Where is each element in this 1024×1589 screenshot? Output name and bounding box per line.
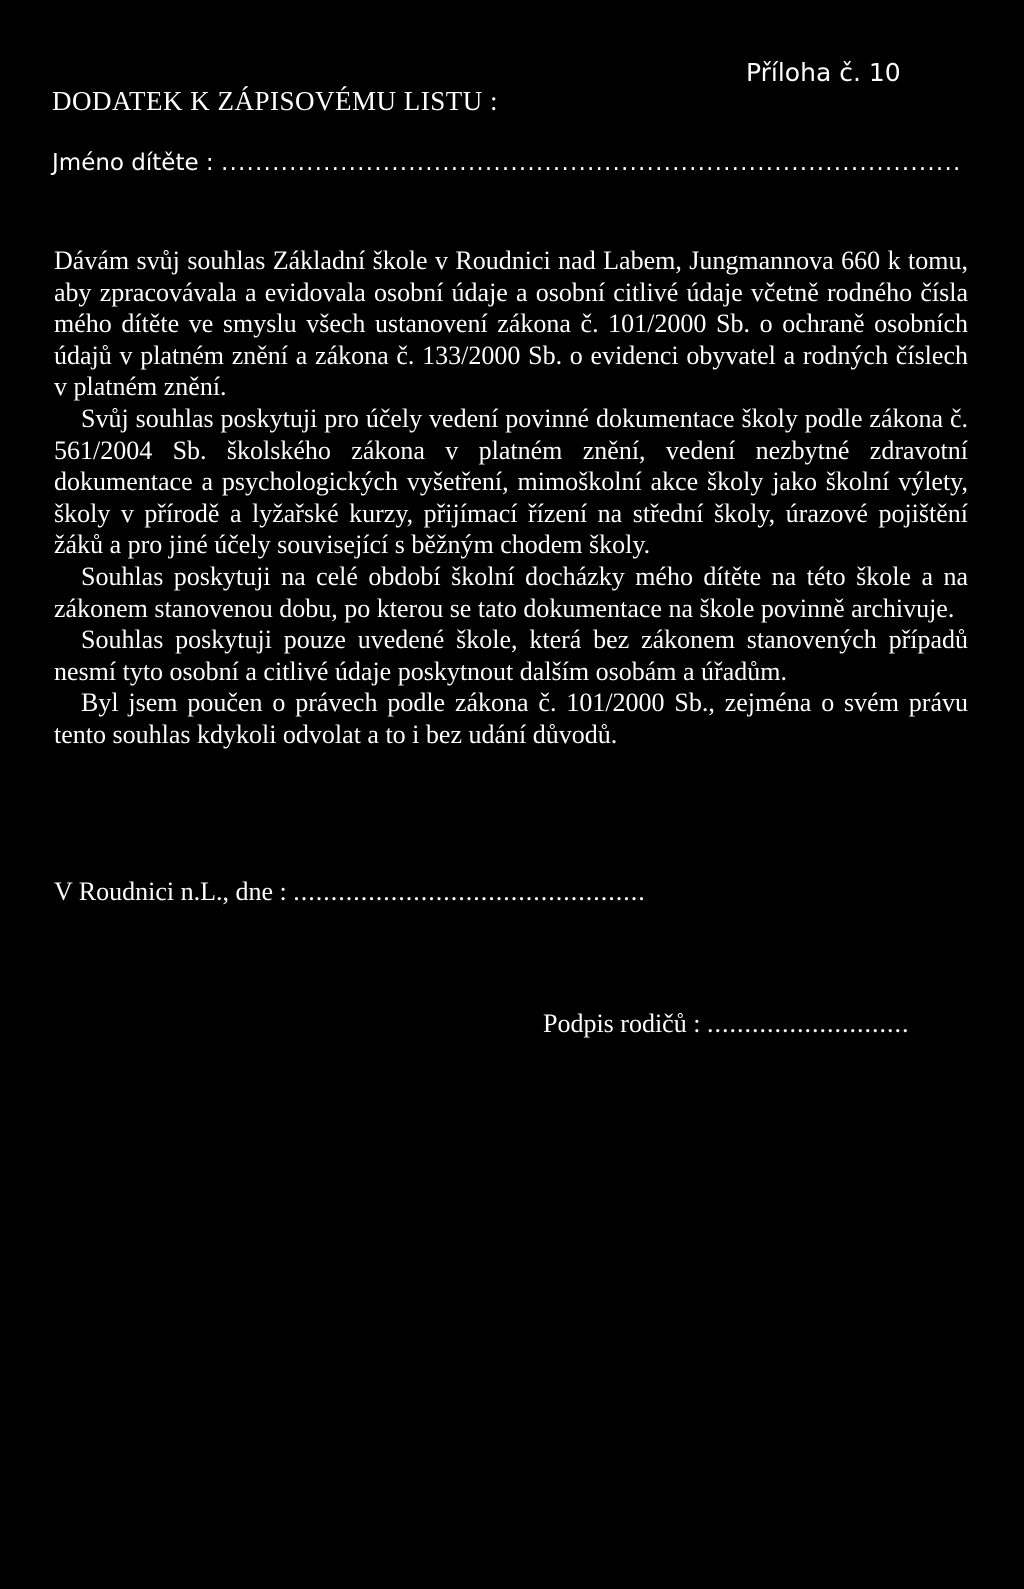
place-date-line (54, 877, 646, 907)
signature-dotted-field: ........................... (706, 1009, 910, 1038)
signature-label: Podpis rodičů : (543, 1009, 707, 1038)
place-date-label: V Roudnici n.L., dne : (54, 877, 294, 906)
consent-text (54, 245, 968, 751)
consent-paragraph-5: Byl jsem poučen o právech podle zákona č. 101/2000 Sb., zejména o svém právu tento souhlas kdykoli odvolat a to i bez udání důvodů. (54, 688, 968, 749)
date-dotted-field: ............................................... (293, 877, 646, 906)
child-name-line (52, 150, 961, 176)
consent-paragraph-3: Souhlas poskytuji na celé období školní docházky mého dítěte na této škole a na zákonem stanovenou dobu, po kterou se tato dokumentace na škole povinně archivuje. (54, 561, 968, 623)
consent-paragraph-4: Souhlas poskytuji pouze uvedené škole, která bez zákonem stanovených případů nesmí tyto osobní a citlivé údaje poskytnout dalším osobám a úřadům. (54, 625, 968, 686)
child-name-label: Jméno dítěte : (52, 150, 221, 176)
document-title: DODATEK K ZÁPISOVÉMU LISTU : (52, 86, 498, 116)
annex-label: Příloha č. 10 (746, 58, 901, 87)
consent-paragraph-2: Svůj souhlas poskytuji pro účely vedení povinné dokumentace školy podle zákona č. 561/2004 Sb. školského zákona v platném znění, vedení nezbytné zdravotní dokumentace a psychologických vyšetření, mimoškolní akce školy jako školní výlety, školy v přírodě a lyžařské kurzy, přijímací řízení na střední školy, úrazové pojištění žáků a pro jiné účely související s běžným chodem školy. (54, 403, 968, 560)
signature-line (543, 1009, 909, 1039)
child-name-dotted-field: ....................................................................................... (221, 150, 962, 176)
consent-paragraph-1: Dávám svůj souhlas Základní škole v Roudnici nad Labem, Jungmannova 660 k tomu, aby zpracovávala a evidovala osobní údaje a osobní citlivé údaje včetně rodného čísla mého dítěte ve smyslu všech ustanovení zákona č. 101/2000 Sb. o ochraně osobních údajů v platném znění a zákona č. 133/2000 Sb. o evidenci obyvatel a rodných číslech v platném znění. (54, 246, 968, 402)
